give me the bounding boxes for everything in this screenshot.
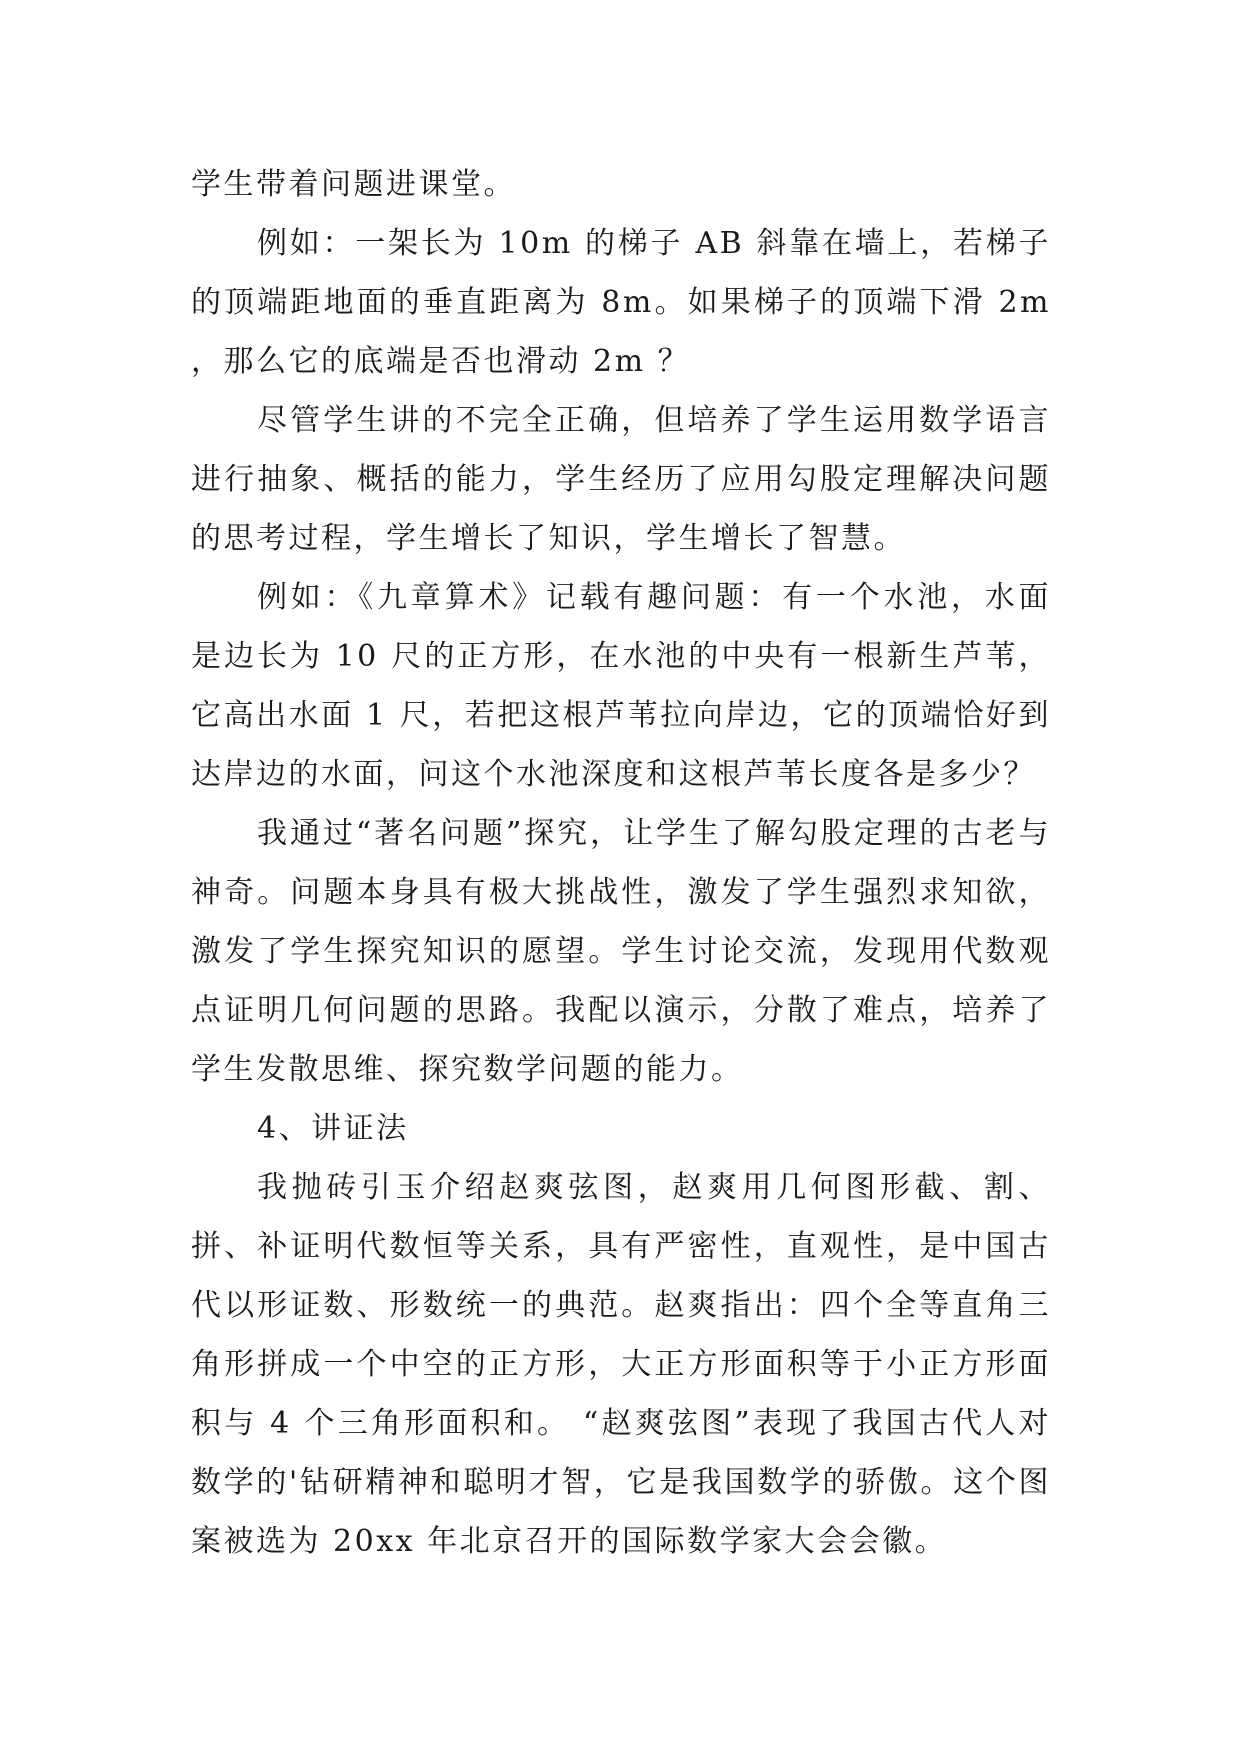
paragraph-ladder-example: 例如：一架长为 10m 的梯子 AB 斜靠在墙上，若梯子的顶端距地面的垂直距离为 8m。如果梯子的顶端下滑 2m ，那么它的底端是否也滑动 2m ？	[191, 226, 1051, 379]
document-body	[191, 155, 1051, 1571]
paragraph-student-ability: 尽管学生讲的不完全正确，但培养了学生运用数学语言进行抽象、概括的能力，学生经历了应用勾股定理解决问题的思考过程，学生增长了知识，学生增长了智慧。	[191, 403, 1051, 556]
paragraph-jiuzhang-example: 例如：《九章算术》记载有趣问题：有一个水池，水面是边长为 10 尺的正方形，在水池的中央有一根新生芦苇，它高出水面 1 尺，若把这根芦苇拉向岸边，它的顶端恰好到达岸边的水面，问这个水池深度和这根芦苇长度各是多少？	[191, 580, 1051, 792]
paragraph-intro: 学生带着问题进课堂。	[191, 167, 516, 202]
paragraph-zhaoshuang-diagram: 我抛砖引玉介绍赵爽弦图，赵爽用几何图形截、割、拼、补证明代数恒等关系，具有严密性，直观性，是中国古代以形证数、形数统一的典范。赵爽指出：四个全等直角三角形拼成一个中空的正方形，大正方形面积等于小正方形面积与 4 个三角形面积和。 “赵爽弦图”表现了我国古代人对数学的'钻研精神和聪明才智，它是我国数学的骄傲。这个图案被选为 20xx 年北京召开的国际数学家大会会徽。	[191, 1170, 1051, 1559]
paragraph-famous-problem: 我通过“著名问题”探究，让学生了解勾股定理的古老与神奇。问题本身具有极大挑战性，激发了学生强烈求知欲，激发了学生探究知识的愿望。学生讨论交流，发现用代数观点证明几何问题的思路。我配以演示，分散了难点，培养了学生发散思维、探究数学问题的能力。	[191, 816, 1051, 1087]
section-heading-proof-method: 4、讲证法	[257, 1111, 409, 1146]
